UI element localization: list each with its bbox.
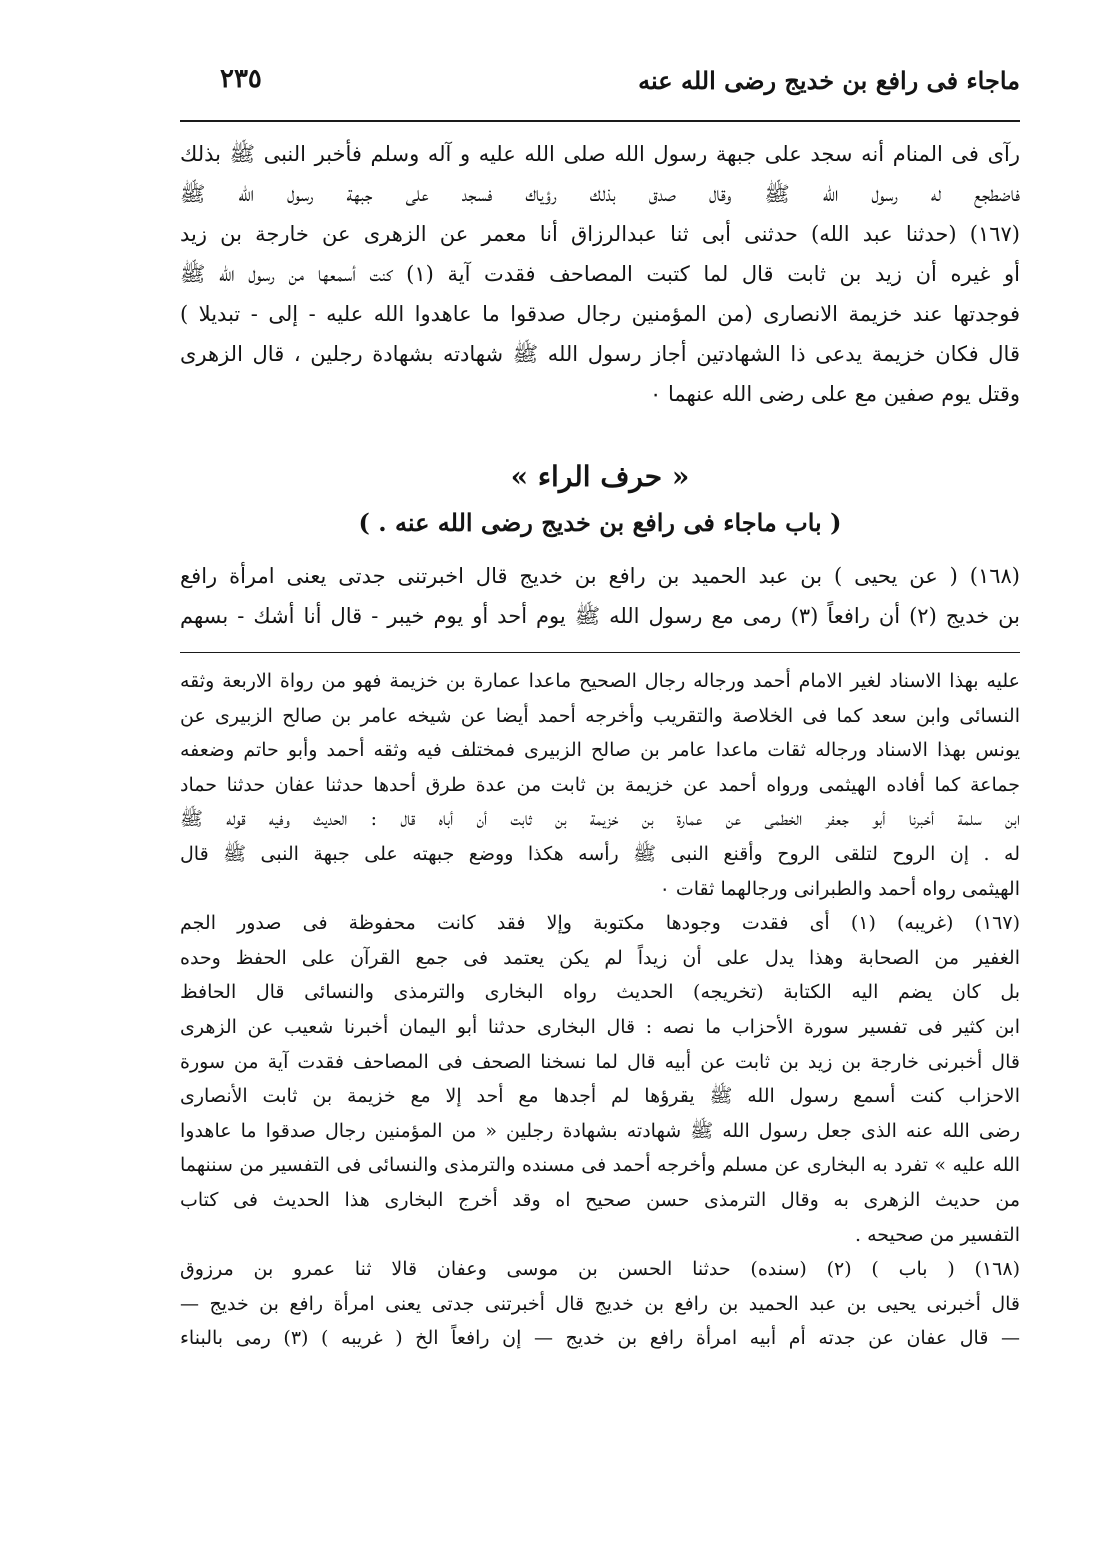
footnote-line: الهيثمى رواه أحمد والطبرانى ورجالهما ثقات ٠	[659, 877, 1020, 900]
footnote-rule	[180, 652, 1020, 653]
footnote-line: له . إن الروح لتلقى الروح وأقنع النبى ﷺ رأسه هكذا ووضع جبهته على جبهة النبى ﷺ قال	[180, 842, 1020, 865]
footnote-line: التفسير من صحيحه .	[855, 1223, 1020, 1246]
text-line: قال فكان خزيمة يدعى ذا الشهادتين أجاز رسول الله ﷺ شهادته بشهادة رجلين ، قال الزهرى	[180, 342, 1020, 366]
running-title: ماجاء فى رافع بن خديج رضى الله عنه	[638, 66, 1020, 95]
page-header	[180, 64, 1020, 110]
footnote-line: الاحزاب كنت أسمع رسول الله ﷺ يقرؤها لم أجدها مع أحد إلا مع خزيمة بن ثابت الأنصارى	[180, 1085, 1020, 1108]
text-line: رآى فى المنام أنه سجد على جبهة رسول الله صلى الله عليه و آله وسلم فأخبر النبى ﷺ بذلك	[180, 142, 1020, 166]
footnote-line: رضى الله عنه الذى جعل رسول الله ﷺ شهادته بشهادة رجلين « من المؤمنين رجال صدقوا ما عاهدوا	[180, 1119, 1020, 1142]
chapter-heading: ( باب ماجاء فى رافع بن خديج رضى الله عنه . )	[358, 508, 842, 537]
text-line: (١٦٧) (حدثنا عبد الله) حدثنى أبى ثنا عبدالرزاق أنا معمر عن الزهرى عن خارجة بن زيد	[180, 222, 1020, 246]
text-line: (١٦٨) ( عن يحيى ) بن عبد الحميد بن رافع بن خديج قال اخبرتنى جدتى يعنى امرأة رافع	[180, 564, 1020, 588]
footnote-line: عليه بهذا الاسناد لغير الامام أحمد ورجاله رجال الصحيح ماعدا عمارة بن خزيمة فهو من رواة الاربعة وثقه	[180, 670, 1020, 692]
footnote-line: الله عليه » تفرد به البخارى عن مسلم وأخرجه أحمد فى مسنده والترمذى والنسائى فى التفسير من سننهما	[180, 1154, 1020, 1177]
hadith-text	[180, 556, 1020, 636]
footnote-line: النسائى وابن سعد كما فى الخلاصة والتقريب وأخرجه أحمد أيضا عن شيخه عامر بن صالح الزبيرى عن	[180, 704, 1020, 727]
footnote-line: الغفير من الصحابة وهذا يدل على أن زيداً لم يكن يعتمد فى جمع القرآن على الحفظ وحده	[180, 946, 1020, 969]
page-number: ٢٣٥	[220, 64, 262, 94]
footnote-line: (١٦٧) (غريبه) (١) أى فقدت وجودها مكتوبة وإلا فقد كانت محفوظة فى صدور الجم	[180, 912, 1020, 935]
footnote-line: — قال عفان عن جدته أم أبيه امرأة رافع بن خديج — إن رافعاً الخ ( غريبه ) (٣) رمى بالبناء	[180, 1327, 1020, 1350]
text-line: فاضطجع له رسول الله ﷺ وقال صدق بذلك رؤياك فسجد على جبهة رسول الله ﷺ	[180, 182, 1020, 206]
text-line: أو غيره أن زيد بن ثابت قال لما كتبت المصاحف فقدت آية (١) كنت أسمعها من رسول الله ﷺ	[180, 262, 1020, 286]
footnote-line: قال أخبرنى خارجة بن زيد بن ثابت عن أبيه قال لما نسخنا الصحف فى المصاحف فقدت آية من سورة	[180, 1050, 1020, 1073]
footnote-line: من حديث الزهرى به وقال الترمذى حسن صحيح اه وقد أخرج البخارى هذا الحديث فى كتاب	[180, 1188, 1020, 1211]
footnotes	[180, 664, 1020, 1356]
footnote-line: يونس بهذا الاسناد ورجاله ثقات ماعدا عامر بن صالح الزبيرى فمختلف فيه وثقه أحمد وأبو حاتم وضعفه	[180, 739, 1020, 762]
footnote-line: جماعة كما أفاده الهيثمى ورواه أحمد عن خزيمة بن ثابت من عدة طرق أحدها حدثنا عفان حدثنا حماد	[180, 773, 1020, 796]
footnote-line: بل كان يضم اليه الكتابة (تخريجه) الحديث رواه البخارى والترمذى والنسائى قال الحافظ	[180, 981, 1020, 1004]
footnote-line: ابن سلمة أخبرنا أبو جعفر الخطمى عن عمارة بن خزيمة بن ثابت أن أباه قال : الحديث وفيه قوله ﷺ	[180, 808, 1020, 831]
text-line: فوجدتها عند خزيمة الانصارى (من المؤمنين رجال صدقوا ما عاهدوا الله عليه - إلى - تبديلا )	[180, 302, 1020, 326]
header-rule	[180, 120, 1020, 122]
footnote-line: (١٦٨) ( باب ) (٢) (سنده) حدثنا الحسن بن موسى وعفان قالا ثنا عمرو بن مرزوق	[180, 1258, 1020, 1281]
section-heading: « حرف الراء »	[510, 460, 690, 493]
text-line: بن خديج (٢) أن رافعاً (٣) رمى مع رسول الله ﷺ يوم أحد أو يوم خيبر - قال أنا أشك - بسهم	[180, 604, 1020, 628]
footnote-line: قال أخبرنى يحيى بن عبد الحميد بن رافع بن خديج قال أخبرتنى جدتى يعنى امرأة رافع بن خديج —	[180, 1292, 1020, 1315]
main-text	[180, 134, 1020, 414]
footnote-line: ابن كثير فى تفسير سورة الأحزاب ما نصه : قال البخارى حدثنا أبو اليمان أخبرنا شعيب عن الزهرى	[180, 1015, 1020, 1038]
text-line: وقتل يوم صفين مع على رضى الله عنهما ٠	[650, 382, 1020, 406]
